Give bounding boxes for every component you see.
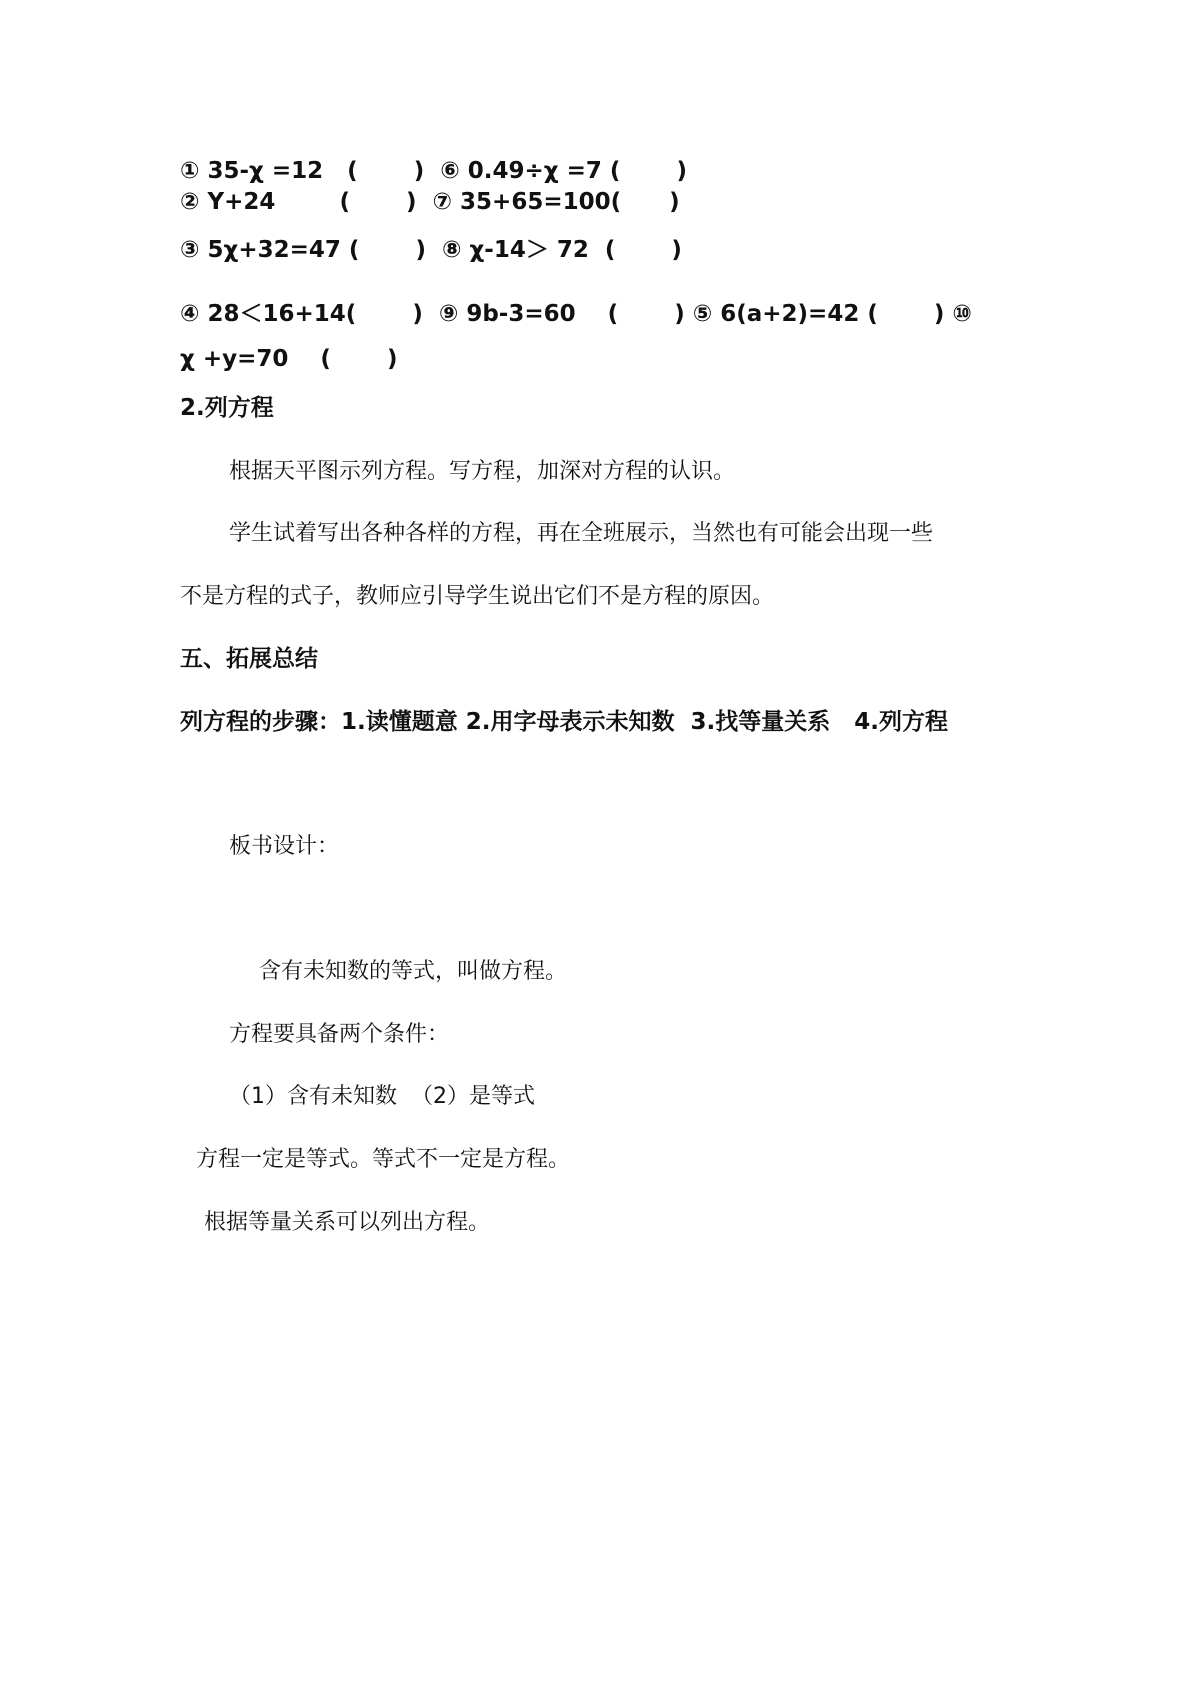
exercise-line-2: ② Y+24 ( ) ⑦ 35+65=100( ) bbox=[180, 189, 680, 215]
section2-paragraph2-line1: 学生试着写出各种各样的方程，再在全班展示，当然也有可能会出现一些 bbox=[229, 521, 934, 546]
exercise-line-4: ④ 28＜16+14( ) ⑨ 9b-3=60 ( ) ⑤ 6(a+2)=42 ( ) ⑩ bbox=[180, 301, 972, 327]
board-conditions: （1）含有未知数 （2）是等式 bbox=[229, 1084, 535, 1109]
section5-heading: 五、拓展总结 bbox=[180, 646, 318, 672]
section2-paragraph2-line2: 不是方程的式子，教师应引导学生说出它们不是方程的原因。 bbox=[180, 584, 775, 609]
exercise-line-5: χ +y=70 ( ) bbox=[180, 346, 398, 372]
board-conditions-title: 方程要具备两个条件： bbox=[229, 1022, 450, 1047]
exercise-line-1: ① 35-χ =12 ( ) ⑥ 0.49÷χ =7 ( ) bbox=[180, 158, 687, 184]
board-relation: 方程一定是等式。等式不一定是方程。 bbox=[196, 1147, 571, 1172]
section2-heading: 2.列方程 bbox=[180, 395, 274, 421]
section5-steps: 列方程的步骤：1.读懂题意 2.用字母表示未知数 3.找等量关系 4.列方程 bbox=[180, 709, 949, 735]
board-design-label: 板书设计： bbox=[229, 834, 340, 859]
exercise-line-3: ③ 5χ+32=47 ( ) ⑧ χ-14＞ 72 ( ) bbox=[180, 237, 682, 263]
section2-paragraph1: 根据天平图示列方程。写方程，加深对方程的认识。 bbox=[229, 459, 736, 484]
board-method: 根据等量关系可以列出方程。 bbox=[204, 1210, 491, 1235]
board-definition: 含有未知数的等式，叫做方程。 bbox=[259, 959, 568, 984]
